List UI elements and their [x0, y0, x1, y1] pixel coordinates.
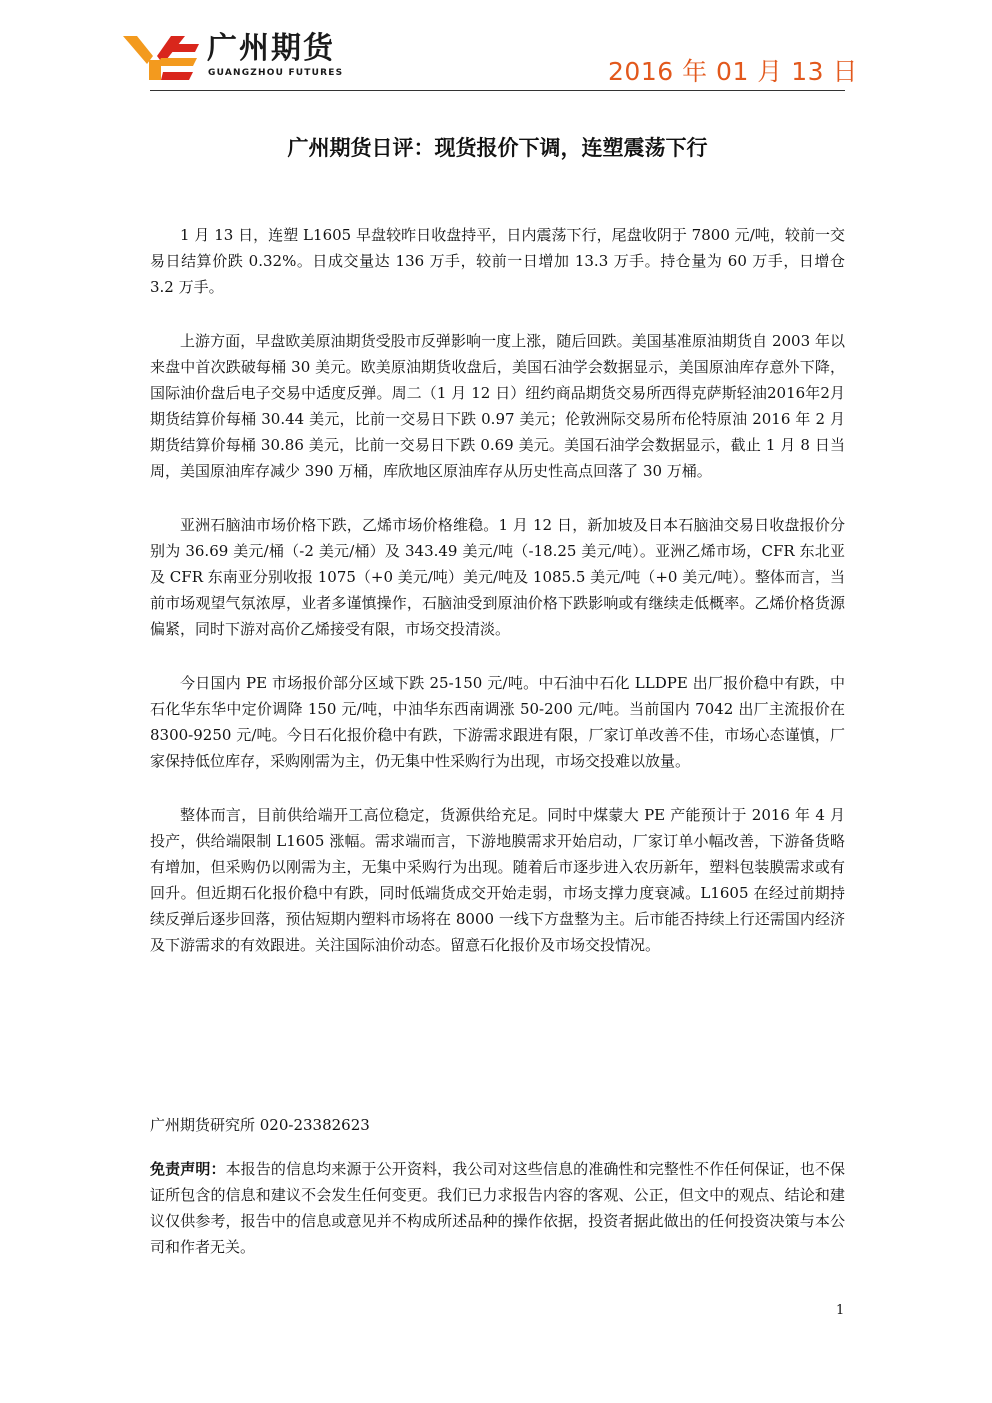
gzf-logo-icon	[123, 30, 203, 82]
paragraph-outlook: 整体而言，目前供给端开工高位稳定，货源供给充足。同时中煤蒙大 PE 产能预计于 2016 年 4 月投产，供给端限制 L1605 涨幅。需求端而言，下游地膜需求开始启动，厂家订单小幅改善，下游备货略有增加，但采购仍以刚需为主，无集中采购行为出现。随着后市逐步进入农历新年，塑料包装膜需求或有回升。但近期石化报价稳中有跌，同时低端货成交开始走弱，市场支撑力度衰减。L1605 在经过前期持续反弹后逐步回落，预估短期内塑料市场将在 8000 一线下方盘整为主。后市能否持续上行还需国内经济及下游需求的有效跟进。关注国际油价动态。留意石化报价及市场交投情况。	[150, 806, 845, 954]
logo-english-name: GUANGZHOU FUTURES	[208, 68, 344, 78]
report-title: 广州期货日评：现货报价下调，连塑震荡下行	[287, 136, 708, 160]
research-contact: 广州期货研究所 020-23382623	[150, 1116, 370, 1134]
page-number: 1	[836, 1303, 845, 1318]
header-divider	[150, 90, 845, 91]
paragraph-naphtha-ethylene: 亚洲石脑油市场价格下跌，乙烯市场价格维稳。1 月 12 日，新加坡及日本石脑油交易日收盘报价分别为 36.69 美元/桶（-2 美元/桶）及 343.49 美元/吨（-18.25 美元/吨）。亚洲乙烯市场，CFR 东北亚及 CFR 东南亚分别收报 1075（+0 美元/吨）美元/吨及 1085.5 美元/吨（+0 美元/吨）。整体而言，当前市场观望气氛浓厚，业者多谨慎操作，石脑油受到原油价格下跌影响或有继续走低概率。乙烯价格货源偏紧，同时下游对高价乙烯接受有限，市场交投清淡。	[150, 516, 845, 638]
disclaimer	[150, 1156, 845, 1260]
paragraph-domestic-pe: 今日国内 PE 市场报价部分区域下跌 25-150 元/吨。中石油中石化 LLDPE 出厂报价稳中有跌，中石化华东华中定价调降 150 元/吨，中油华东西南调涨 50-200 元/吨。当前国内 7042 出厂主流报价在 8300-9250 元/吨。今日石化报价稳中有跌，下游需求跟进有限，厂家订单改善不佳，市场心态谨慎，厂家保持低位库存，采购刚需为主，仍无集中性采购行为出现，市场交投难以放量。	[150, 674, 845, 770]
logo-chinese-name: 广州期货	[207, 31, 335, 66]
disclaimer-label: 免责声明：	[150, 1160, 226, 1178]
report-body	[150, 222, 845, 986]
company-logo	[123, 30, 353, 82]
disclaimer-text: 本报告的信息均来源于公开资料，我公司对这些信息的准确性和完整性不作任何保证，也不保证所包含的信息和建议不会发生任何变更。我们已力求报告内容的客观、公正，但文中的观点、结论和建议仅供参考，报告中的信息或意见并不构成所述品种的操作依据，投资者据此做出的任何投资决策与本公司和作者无关。	[150, 1160, 845, 1256]
page-header	[0, 0, 992, 95]
report-date: 2016 年 01 月 13 日	[608, 57, 858, 86]
paragraph-upstream-crude: 上游方面，早盘欧美原油期货受股市反弹影响一度上涨，随后回跌。美国基准原油期货自 2003 年以来盘中首次跌破每桶 30 美元。欧美原油期货收盘后，美国石油学会数据显示，美国原油库存意外下降，国际油价盘后电子交易中适度反弹。周二（1 月 12 日）纽约商品期货交易所西得克萨斯轻油2016年2月期货结算价每桶 30.44 美元，比前一交易日下跌 0.97 美元；伦敦洲际交易所布伦特原油 2016 年 2 月期货结算价每桶 30.86 美元，比前一交易日下跌 0.69 美元。美国石油学会数据显示，截止 1 月 8 日当周，美国原油库存减少 390 万桶，库欣地区原油库存从历史性高点回落了 30 万桶。	[150, 332, 845, 480]
paragraph-market-summary: 1 月 13 日，连塑 L1605 早盘较昨日收盘持平，日内震荡下行，尾盘收阴于 7800 元/吨，较前一交易日结算价跌 0.32%。日成交量达 136 万手，较前一日增加 13.3 万手。持仓量为 60 万手，日增仓 3.2 万手。	[150, 226, 845, 296]
